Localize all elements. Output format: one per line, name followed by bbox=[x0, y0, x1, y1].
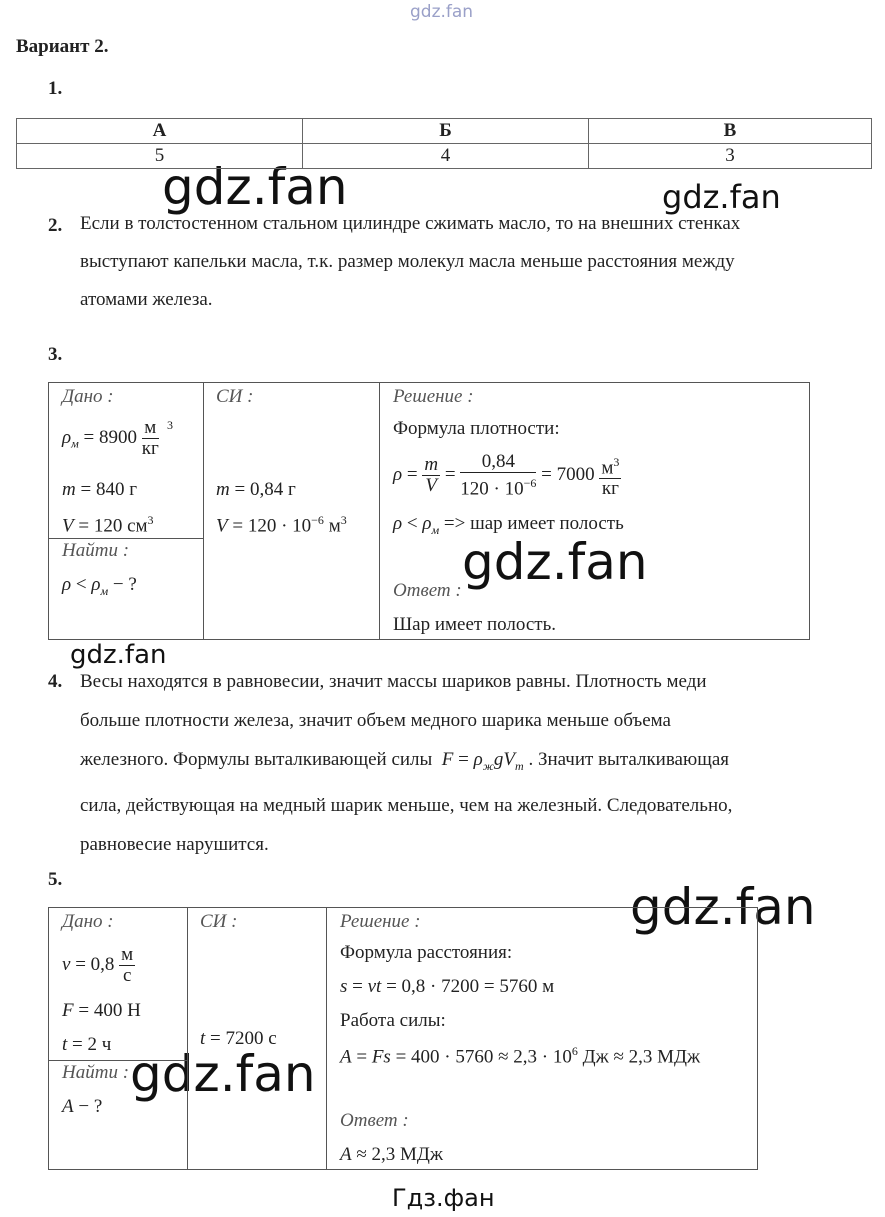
text-line: Если в толстостенном стальном цилиндре сжимать масло, то на внешних стенках bbox=[80, 213, 741, 234]
watermark: gdz.fan bbox=[662, 178, 781, 216]
answer-text bbox=[80, 662, 870, 864]
work-calc: $A = Fs = 400 \cdot 5760 \approx 2,3 \cdot 10^6$ Дж ≈ 2,3 МДж bbox=[340, 1044, 701, 1068]
si-volume: $V = 120 \cdot 10^{-6}$ $м^3$ bbox=[216, 513, 347, 537]
text-line: равновесие нарушится. bbox=[80, 833, 269, 855]
watermark: gdz.fan bbox=[462, 533, 648, 591]
watermark: gdz.fan bbox=[70, 640, 167, 670]
find-label: Найти : bbox=[62, 540, 130, 561]
text-line: атомами железа. bbox=[80, 289, 213, 310]
si-label: СИ : bbox=[216, 386, 254, 407]
answer-text bbox=[80, 205, 870, 319]
given-velocity: v = 0,8 $\frac{м}{с}$ bbox=[62, 944, 134, 986]
table-cell: 5 bbox=[17, 144, 303, 169]
variant-heading: Вариант 2. bbox=[16, 36, 109, 57]
text-line: железного. Формулы выталкивающей силы $F = \rho_жgV_т$ . Значит выталкивающая bbox=[80, 749, 729, 773]
question-number: 2. bbox=[48, 215, 63, 236]
watermark-top: gdz.fan bbox=[410, 2, 474, 22]
table-header: Б bbox=[303, 119, 589, 144]
table-header: А bbox=[17, 119, 303, 144]
density-compare: $\rho < \rho_м$ => шар имеет полость bbox=[393, 513, 624, 537]
watermark: gdz.fan bbox=[630, 878, 816, 936]
given-time: t = 2 ч bbox=[62, 1034, 112, 1055]
answer-value: A ≈ 2,3 МДж bbox=[340, 1144, 444, 1165]
solution-label: Решение : bbox=[393, 386, 474, 407]
question-number: 4. bbox=[48, 671, 63, 692]
question-number: 3. bbox=[48, 344, 63, 365]
density-calc: ρ = $\frac{m}{V}$ = $\frac{0,84}{120 \cdot 10^{-6}}$ = 7000 $\frac{м^3}{кг}$ bbox=[393, 451, 620, 500]
question-number: 5. bbox=[48, 869, 63, 890]
answer-value: Шар имеет полость. bbox=[393, 614, 556, 635]
si-label: СИ : bbox=[200, 911, 238, 932]
table-cell: 3 bbox=[589, 144, 872, 169]
formula-label: Работа силы: bbox=[340, 1010, 446, 1031]
table-header: В bbox=[589, 119, 872, 144]
text-line: сила, действующая на медный шарик меньше, чем на железный. Следовательно, bbox=[80, 794, 733, 816]
question-number: 1. bbox=[48, 78, 63, 99]
answer-table bbox=[16, 118, 872, 169]
distance-calc: s = vt = 0,8 · 7200 = 5760 м bbox=[340, 976, 555, 997]
si-mass: m = 0,84 г bbox=[216, 479, 296, 500]
given-label: Дано : bbox=[62, 386, 114, 407]
answer-label: Ответ : bbox=[340, 1110, 409, 1131]
watermark: gdz.fan bbox=[130, 1045, 316, 1103]
table-cell: 4 bbox=[303, 144, 589, 169]
find-label: Найти : bbox=[62, 1062, 130, 1083]
text-line: больше плотности железа, значит объем медного шарика меньше объема bbox=[80, 710, 671, 731]
given-density: $\rho_м = 8900$ $\frac{м}{кг}$ bbox=[62, 417, 159, 459]
given-force: F = 400 Н bbox=[62, 1000, 141, 1021]
find-expression: $\rho < \rho_м$ − ? bbox=[62, 574, 137, 598]
given-volume: V = 120 $см^3$ bbox=[62, 513, 154, 537]
text-line: выступают капельки масла, т.к. размер молекул масла меньше расстояния между bbox=[80, 251, 735, 272]
given-label: Дано : bbox=[62, 911, 114, 932]
answer-label: Ответ : bbox=[393, 580, 462, 601]
formula-label: Формула расстояния: bbox=[340, 942, 513, 963]
find-expression: A − ? bbox=[62, 1096, 103, 1117]
si-time: t = 7200 с bbox=[200, 1028, 277, 1049]
formula-label: Формула плотности: bbox=[393, 418, 560, 439]
text-line: Весы находятся в равновесии, значит массы шариков равны. Плотность меди bbox=[80, 671, 707, 692]
given-mass: m = 840 г bbox=[62, 479, 137, 500]
watermark-bottom: Гдз.фан bbox=[392, 1184, 495, 1212]
watermark: gdz.fan bbox=[162, 158, 348, 216]
solution-label: Решение : bbox=[340, 911, 421, 932]
